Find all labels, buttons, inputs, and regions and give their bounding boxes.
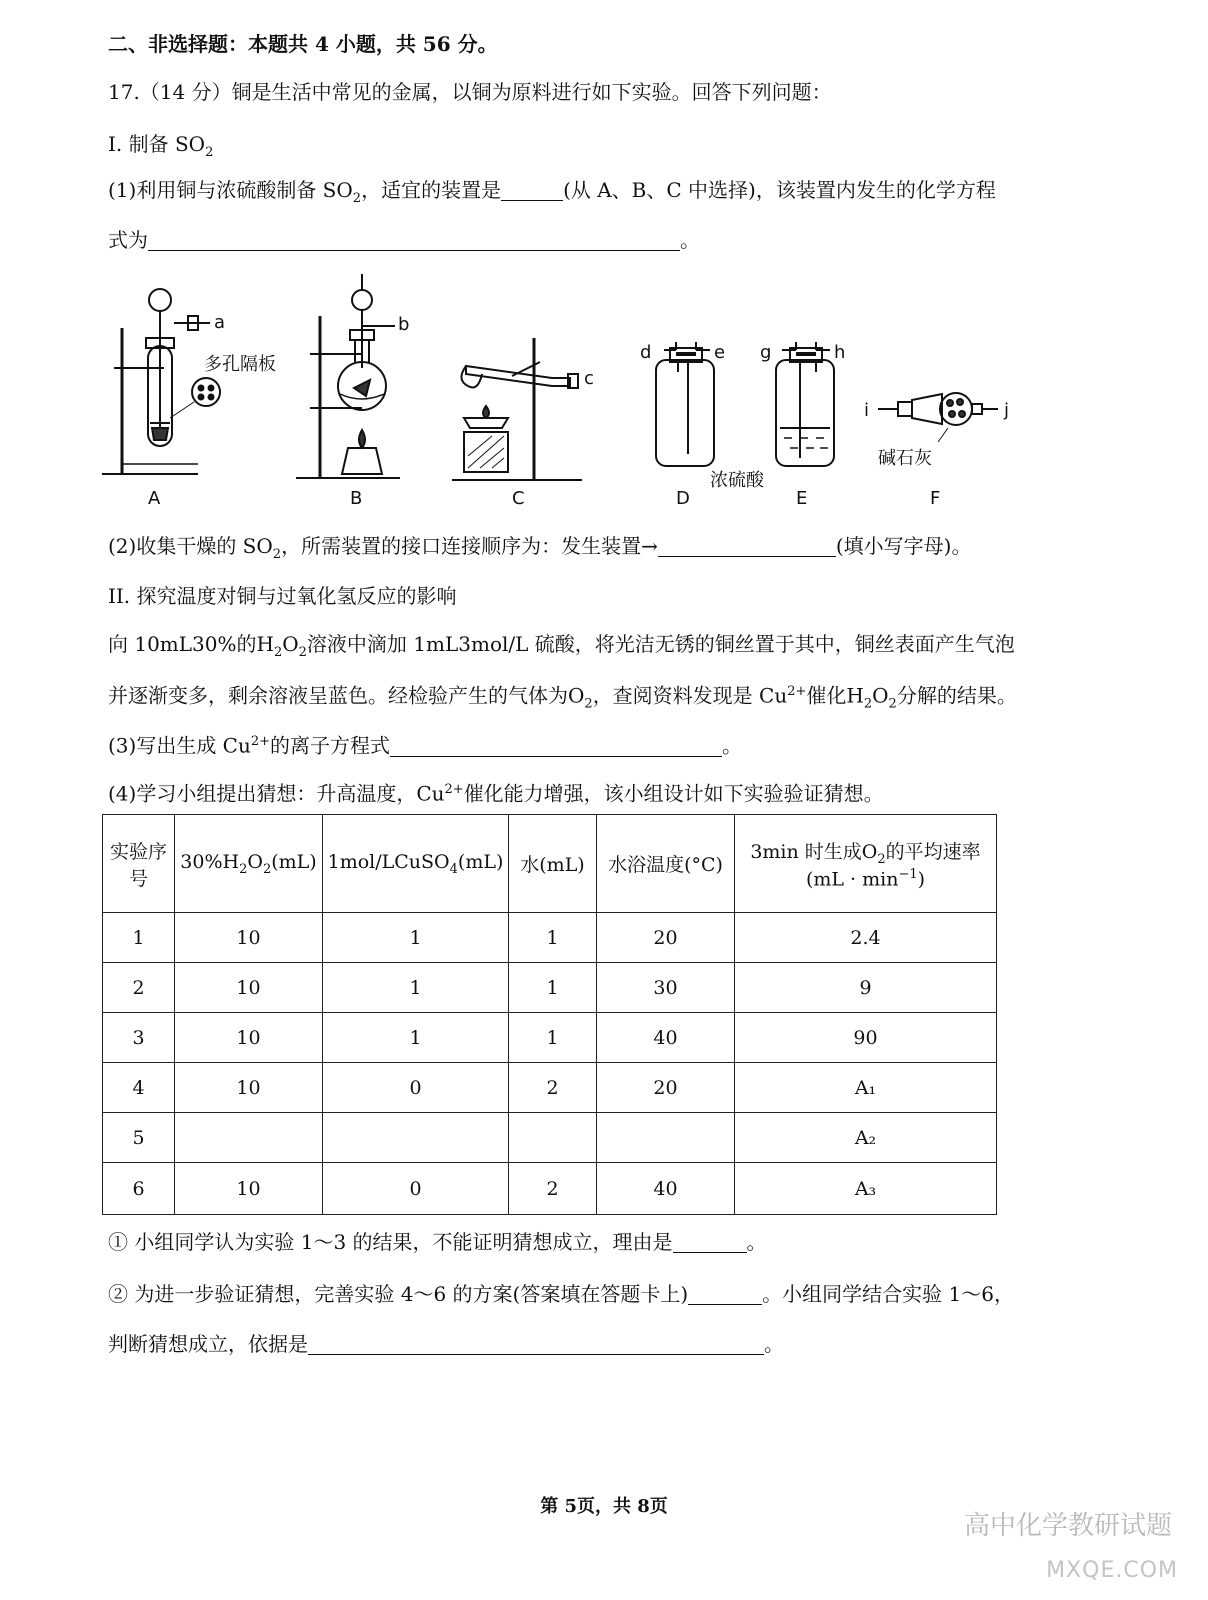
port-j: j [1004, 400, 1010, 421]
label-e: E [796, 488, 808, 509]
port-c: c [584, 368, 594, 389]
table-cell: 1 [509, 963, 597, 1013]
table-cell: 10 [175, 1063, 323, 1113]
header-cuso4: 1mol/LCuSO$_4$(mL) [323, 815, 509, 913]
section-title: 二、非选择题：本题共 4 小题，共 56 分。 [108, 32, 498, 56]
table-row [103, 913, 997, 963]
apparatus-a [102, 289, 220, 474]
table-cell: 1 [323, 913, 509, 963]
table-cell: 2.4 [735, 913, 997, 963]
page-footer: 第 5页，共 8页 [540, 1496, 668, 1517]
answer-blank-q2[interactable] [658, 534, 836, 557]
answer-blank-plan[interactable] [688, 1282, 762, 1305]
table-cell: 40 [597, 1163, 735, 1215]
sub-question-1: ① 小组同学认为实验 1～3 的结果，不能证明猜想成立，理由是 。 [108, 1230, 767, 1254]
label-a: A [148, 488, 161, 509]
apparatus-f [878, 393, 998, 442]
port-h: h [834, 342, 846, 363]
table-cell: 6 [103, 1163, 175, 1215]
answer-blank-q1-device[interactable] [501, 178, 563, 201]
table-row [103, 1013, 997, 1063]
answer-blank-q3[interactable] [390, 734, 722, 757]
table-cell: 1 [509, 1013, 597, 1063]
table-cell-blank[interactable] [597, 1113, 735, 1163]
paragraph-line1: 向 10mL30%的$H_2O_2$溶液中滴加 1mL3mol/L 硫酸，将光洁无锈的铜丝置于其中，铜丝表面产生气泡 [108, 632, 1015, 660]
table-cell: 30 [597, 963, 735, 1013]
table-cell: 4 [103, 1063, 175, 1113]
table-cell: 10 [175, 913, 323, 963]
port-g: g [760, 342, 772, 363]
table-cell: 1 [323, 1013, 509, 1063]
question-2: (2)收集干燥的 $SO_2$，所需装置的接口连接顺序为：发生装置→ (填小写字母)。 [108, 534, 972, 562]
question-1-line1: (1)利用铜与浓硫酸制备 $SO_2$，适宜的装置是 (从 A、B、C 中选择)，该装置内发生的化学方程 [108, 178, 996, 206]
label-d: D [676, 488, 690, 509]
port-i: i [864, 400, 870, 421]
port-a: a [214, 312, 226, 333]
table-cell: 1 [103, 913, 175, 963]
watermark-site: MXQE.COM [1046, 1558, 1178, 1583]
header-temperature: 水浴温度(°C) [597, 815, 735, 913]
table-cell: 3 [103, 1013, 175, 1063]
table-cell-blank[interactable] [175, 1113, 323, 1163]
header-serial: 实验序 号 [103, 815, 175, 913]
question-17-intro: 17.（14 分）铜是生活中常见的金属，以铜为原料进行如下实验。回答下列问题： [108, 80, 832, 104]
answer-blank-q1-equation[interactable] [148, 228, 680, 251]
table-cell: 2 [103, 963, 175, 1013]
header-water: 水(mL) [509, 815, 597, 913]
table-cell: 20 [597, 1063, 735, 1113]
table-cell: 10 [175, 963, 323, 1013]
table-cell: 1 [509, 913, 597, 963]
label-f: F [930, 488, 941, 509]
table-cell: 0 [323, 1163, 509, 1215]
label-b: B [350, 488, 363, 509]
table-cell: A₁ [735, 1063, 997, 1113]
table-cell: 90 [735, 1013, 997, 1063]
apparatus-c [452, 338, 582, 480]
table-cell: 20 [597, 913, 735, 963]
paragraph-line2: 并逐渐变多，剩余溶液呈蓝色。经检验产生的气体为$O_2$，查阅资料发现是 $Cu^{2+}$催化$H_2O_2$分解的结果。 [108, 683, 1017, 712]
answer-blank-basis[interactable] [308, 1332, 764, 1355]
table-cell: 2 [509, 1063, 597, 1113]
label-c: C [512, 488, 525, 509]
part2-title: II. 探究温度对铜与过氧化氢反应的影响 [108, 584, 457, 608]
table-cell-blank[interactable] [509, 1113, 597, 1163]
apparatus-b [296, 274, 400, 478]
answer-blank-reason[interactable] [673, 1230, 747, 1253]
table-cell: 40 [597, 1013, 735, 1063]
apparatus-figure [100, 268, 1060, 518]
port-b: b [398, 314, 410, 335]
conc-acid-label: 浓硫酸 [710, 470, 764, 491]
table-row [103, 1113, 997, 1163]
table-cell: 10 [175, 1163, 323, 1215]
porous-plate-label: 多孔隔板 [204, 354, 276, 375]
part1-title: I. 制备 $SO_2$ [108, 132, 214, 160]
table-cell: A₃ [735, 1163, 997, 1215]
table-row [103, 1163, 997, 1215]
table-cell: 0 [323, 1063, 509, 1113]
table-cell: 10 [175, 1013, 323, 1063]
soda-lime-label: 碱石灰 [878, 448, 932, 469]
watermark-text: 高中化学教研试题 [963, 1511, 1172, 1541]
question-4: (4)学习小组提出猜想：升高温度，$Cu^{2+}$催化能力增强，该小组设计如下实验验证猜想。 [108, 781, 884, 806]
sub-question-2: ② 为进一步验证猜想，完善实验 4～6 的方案(答案填在答题卡上) 。小组同学结合实验 1～6， [108, 1282, 1014, 1306]
table-cell: 1 [323, 963, 509, 1013]
table-cell: 5 [103, 1113, 175, 1163]
header-h2o2: $30\%H_2O_2(mL)$ [175, 815, 323, 913]
question-3: (3)写出生成 $Cu^{2+}$的离子方程式 。 [108, 733, 743, 758]
apparatus-e [776, 342, 834, 466]
port-e: e [714, 342, 726, 363]
table-cell-blank[interactable] [323, 1113, 509, 1163]
table-header-row [103, 815, 997, 913]
table-row [103, 963, 997, 1013]
question-1-line2: 式为 。 [108, 228, 700, 252]
table-row [103, 1063, 997, 1113]
sub-question-3: 判断猜想成立，依据是 。 [108, 1332, 784, 1356]
table-cell: A₂ [735, 1113, 997, 1163]
apparatus-d [656, 342, 714, 466]
table-cell: 2 [509, 1163, 597, 1215]
experiment-table [102, 814, 997, 1215]
port-d: d [640, 342, 652, 363]
header-rate: 3min 时生成$O_2$的平均速率 $(mL \cdot \min^{-1})$ [735, 815, 997, 913]
table-cell: 9 [735, 963, 997, 1013]
